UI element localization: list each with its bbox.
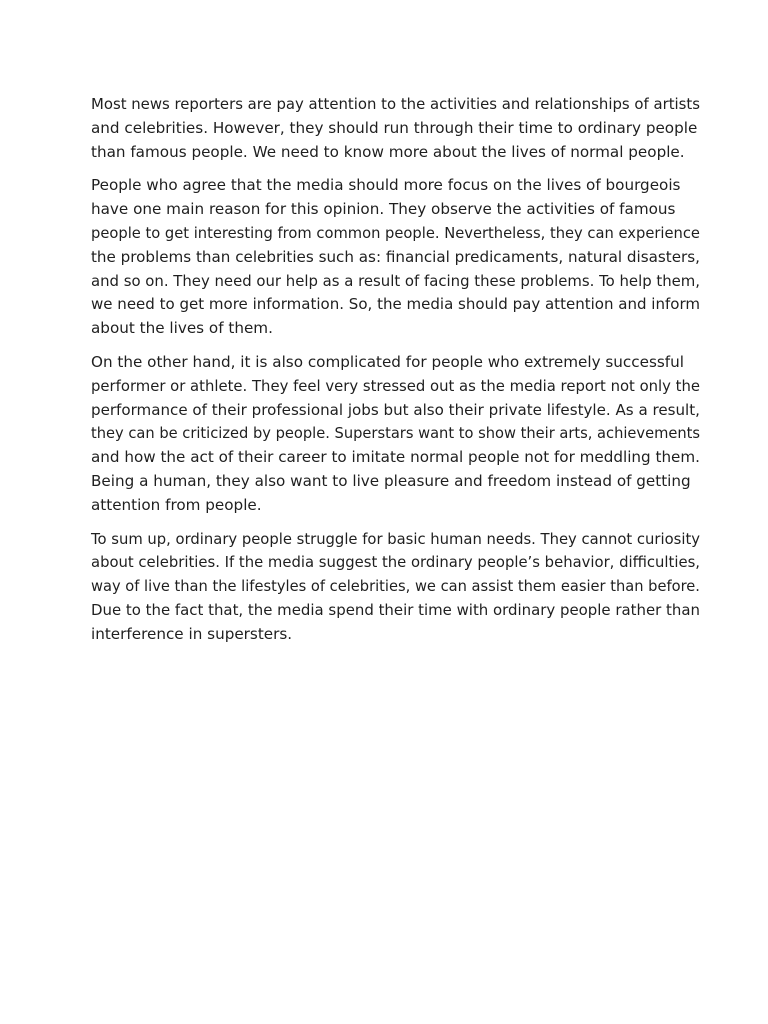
text-line: people to get interesting from common people. Nevertheless, they can experience	[91, 223, 700, 242]
text-line: they can be criticized by people. Superstars want to show their arts, achievements	[91, 424, 701, 443]
text-line: way of live than the lifestyles of celebrities, we can assist them easier than before.	[91, 577, 700, 596]
text-line: To sum up, ordinary people struggle for basic human needs. They cannot curiosity	[91, 529, 700, 548]
text-line: have one main reason for this opinion. They observe the activities of famous	[91, 200, 676, 219]
text-line: performer or athlete. They feel very stressed out as the media report not only the	[91, 376, 701, 395]
text-line: Most news reporters are pay attention to the activities and relationships of artists	[91, 95, 701, 113]
text-line: the problems than celebrities such as: financial predicaments, natural disasters,	[91, 247, 700, 266]
text-line: interference in supersters.	[91, 624, 293, 643]
paragraph-3	[91, 351, 701, 518]
text-line: People who agree that the media should more focus on the lives of bourgeois	[91, 176, 681, 195]
text-line: and how the act of their career to imitate normal people not for meddling them.	[91, 448, 701, 467]
paragraph-1	[91, 93, 701, 164]
text-line: and so on. They need our help as a result of facing these problems. To help them,	[91, 271, 701, 290]
text-line: about celebrities. If the media suggest the ordinary people’s behavior, difficulties,	[91, 553, 700, 572]
text-line: attention from people.	[91, 495, 262, 514]
text-line: Due to the fact that, the media spend their time with ordinary people rather than	[91, 600, 700, 619]
document-body	[91, 93, 701, 657]
text-line: Being a human, they also want to live pleasure and freedom instead of getting	[91, 471, 691, 490]
text-line: On the other hand, it is also complicated for people who extremely successful	[91, 352, 684, 371]
paragraph-2	[91, 174, 701, 341]
text-line: and celebrities. However, they should run through their time to ordinary people	[91, 118, 698, 137]
paragraph-4	[91, 528, 700, 647]
text-line: about the lives of them.	[91, 319, 273, 338]
text-line: performance of their professional jobs but also their private lifestyle. As a result,	[91, 400, 700, 419]
text-line: we need to get more information. So, the media should pay attention and inform	[91, 295, 701, 314]
text-line: than famous people. We need to know more about the lives of normal people.	[91, 142, 685, 161]
